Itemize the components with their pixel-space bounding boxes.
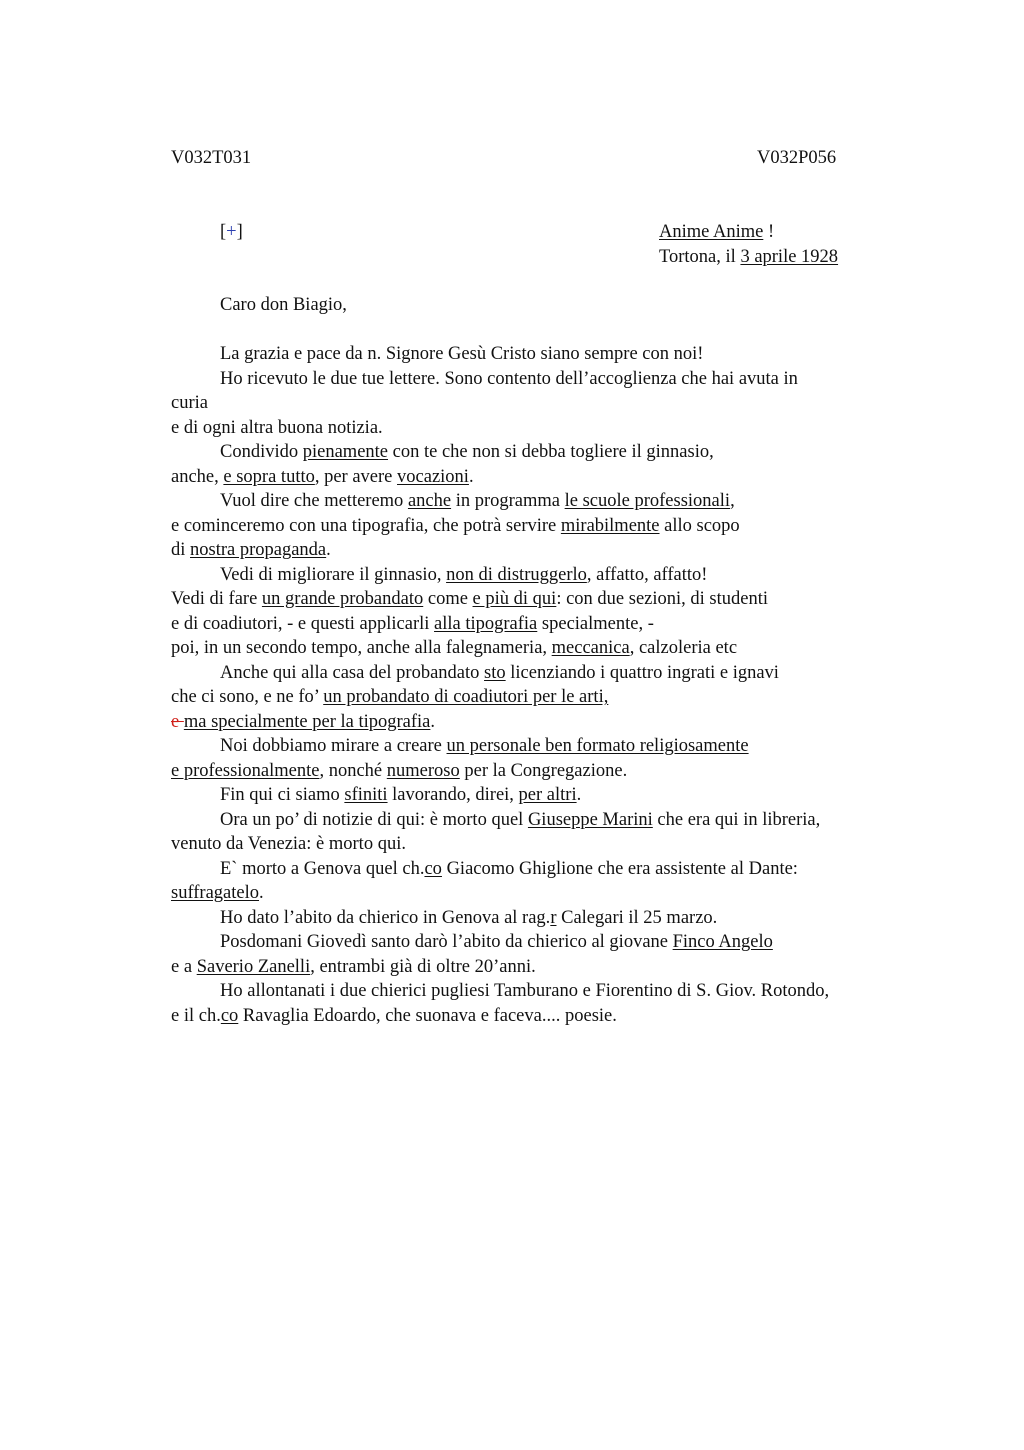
- underlined-text: meccanica: [551, 638, 630, 658]
- text-span: Anche qui alla casa del probandato: [220, 662, 485, 683]
- text-span: specialmente, -: [537, 613, 654, 634]
- text-line: [171, 1004, 931, 1029]
- text-line: [171, 906, 931, 931]
- text-span: Vuol dire che metteremo: [220, 491, 408, 511]
- underlined-text: suffragatelo: [171, 883, 260, 903]
- text-span: , calzoleria etc: [629, 638, 738, 658]
- text-line: [171, 881, 931, 906]
- text-line: [171, 955, 931, 980]
- cross-icon: +: [226, 222, 237, 242]
- text-span: e cominceremo con una tipografia, che potrà servire: [171, 515, 561, 536]
- deleted-text: e: [171, 711, 184, 732]
- text-span: Fin qui ci siamo: [220, 785, 345, 805]
- underlined-text: anche: [407, 491, 452, 511]
- text-line: [171, 587, 931, 612]
- text-line: [171, 857, 931, 882]
- text-span: in programma: [451, 491, 565, 511]
- text-span: Vedi di fare: [171, 589, 262, 609]
- text-span: Calegari il 25 marzo.: [556, 907, 718, 928]
- blank-line: [171, 318, 931, 343]
- text-span: E` morto a Genova quel ch.: [220, 858, 425, 879]
- text-span: Noi dobbiamo mirare a creare: [220, 736, 447, 756]
- text-line: venuto da Venezia: è morto qui.: [171, 834, 406, 854]
- text-line: Ho ricevuto le due tue lettere. Sono contento dell’accoglienza che hai avuta in: [220, 368, 798, 389]
- text-line: [171, 661, 931, 686]
- text-span: , per avere: [314, 466, 398, 487]
- underlined-text: alla tipografia: [434, 613, 538, 634]
- letter-heading: [659, 220, 838, 269]
- text-line: [171, 538, 931, 563]
- bracket-open: [: [220, 222, 227, 242]
- underlined-text: e sopra tutto: [223, 466, 315, 487]
- text-span: .: [576, 785, 582, 805]
- text-span: Condivido: [220, 442, 303, 462]
- salutation: Caro don Biagio,: [220, 295, 347, 315]
- place-date-line: [659, 245, 838, 270]
- text-span: .: [468, 466, 474, 487]
- letter-body: [171, 293, 931, 1028]
- underlined-text: Finco Angelo: [672, 932, 773, 952]
- text-line: [171, 440, 931, 465]
- underlined-text: co: [220, 1005, 239, 1026]
- text-span: , nonché: [319, 760, 387, 781]
- text-line: [171, 563, 931, 588]
- text-line: Ho allontanati i due chierici pugliesi Tamburano e Fiorentino di S. Giov. Rotondo,: [220, 981, 830, 1001]
- underlined-text: un personale ben formato religiosamente: [446, 736, 749, 756]
- underlined-text: sto: [484, 662, 506, 683]
- text-line: [171, 685, 931, 710]
- text-line: [171, 930, 931, 955]
- text-span: Ora un po’ di notizie di qui: è morto quel: [220, 809, 528, 830]
- text-span: e il ch.: [171, 1005, 221, 1026]
- text-span: e di coadiutori, - e questi applicarli: [171, 613, 435, 634]
- underlined-text: r: [550, 907, 557, 928]
- text-span: .: [430, 711, 436, 732]
- motto: Anime Anime: [659, 222, 764, 242]
- text-span: , entrambi già di oltre 20’anni.: [310, 956, 536, 977]
- text-span: come: [423, 589, 473, 609]
- text-span: Vedi di migliorare il ginnasio,: [220, 564, 447, 585]
- text-span: : con due sezioni, di studenti: [556, 589, 768, 609]
- text-span: anche,: [171, 466, 224, 487]
- motto-line: [659, 220, 838, 245]
- text-span: Ravaglia Edoardo, che suonava e faceva.... poesie.: [238, 1005, 617, 1026]
- text-span: allo scopo: [659, 515, 740, 536]
- text-span: che era qui in libreria,: [652, 809, 821, 830]
- text-line: La grazia e pace da n. Signore Gesù Cristo siano sempre con noi!: [220, 344, 704, 364]
- text-line: [171, 783, 931, 808]
- underlined-text: Saverio Zanelli: [196, 956, 311, 977]
- text-span: poi, in un secondo tempo, anche alla falegnameria,: [171, 638, 552, 658]
- text-span: lavorando, direi,: [387, 785, 519, 805]
- underlined-text: nostra propaganda: [190, 540, 327, 560]
- text-line: [171, 734, 931, 759]
- text-span: Giacomo Ghiglione che era assistente al Dante:: [441, 858, 798, 879]
- underlined-text: e professionalmente: [171, 760, 320, 781]
- text-span: ,: [730, 491, 735, 511]
- text-line: curia: [171, 393, 208, 413]
- underlined-text: non di distruggerlo: [446, 564, 587, 585]
- text-span: , affatto, affatto!: [586, 564, 708, 585]
- underlined-text: vocazioni: [397, 466, 469, 487]
- motto-end: !: [763, 222, 775, 242]
- place: Tortona, il: [659, 246, 741, 267]
- text-span: Posdomani Giovedì santo darò l’abito da chierico al giovane: [220, 932, 673, 952]
- bracket-close: ]: [236, 222, 243, 242]
- underlined-text: pienamente: [302, 442, 389, 462]
- text-span: Ho dato l’abito da chierico in Genova al rag.: [220, 907, 551, 928]
- date: 3 aprile 1928: [740, 246, 839, 267]
- text-line: [171, 465, 931, 490]
- text-line: [171, 636, 931, 661]
- underlined-text: un grande probandato: [261, 589, 424, 609]
- cross-symbol: [220, 220, 243, 245]
- text-span: con te che non si debba togliere il ginnasio,: [388, 442, 714, 462]
- underlined-text: le scuole professionali: [564, 491, 731, 511]
- underlined-text: co: [424, 858, 442, 879]
- text-span: .: [259, 883, 264, 903]
- text-span: per la Congregazione.: [459, 760, 628, 781]
- underlined-text: ma specialmente per la tipografia: [183, 711, 431, 732]
- text-span: di: [171, 540, 191, 560]
- text-line: [171, 808, 931, 833]
- text-span: che ci sono, e ne fo’: [171, 687, 324, 707]
- underlined-text: e più di qui: [472, 589, 557, 609]
- underlined-text: Giuseppe Marini: [527, 809, 653, 830]
- text-line: e di ogni altra buona notizia.: [171, 417, 383, 438]
- text-line: [171, 489, 931, 514]
- underlined-text: mirabilmente: [560, 515, 660, 536]
- document-reference-right: V032P056: [757, 148, 837, 168]
- text-line: [171, 759, 931, 784]
- text-line: [171, 514, 931, 539]
- document-reference-left: V032T031: [171, 148, 252, 168]
- text-span: e a: [171, 956, 197, 977]
- text-line: [171, 710, 931, 735]
- underlined-text: numeroso: [386, 760, 460, 781]
- text-span: .: [326, 540, 331, 560]
- underlined-text: sfiniti: [344, 785, 388, 805]
- text-line: [171, 612, 931, 637]
- underlined-text: per altri: [518, 785, 577, 805]
- text-span: licenziando i quattro ingrati e ignavi: [505, 662, 779, 683]
- underlined-text: un probandato di coadiutori per le arti,: [323, 687, 609, 707]
